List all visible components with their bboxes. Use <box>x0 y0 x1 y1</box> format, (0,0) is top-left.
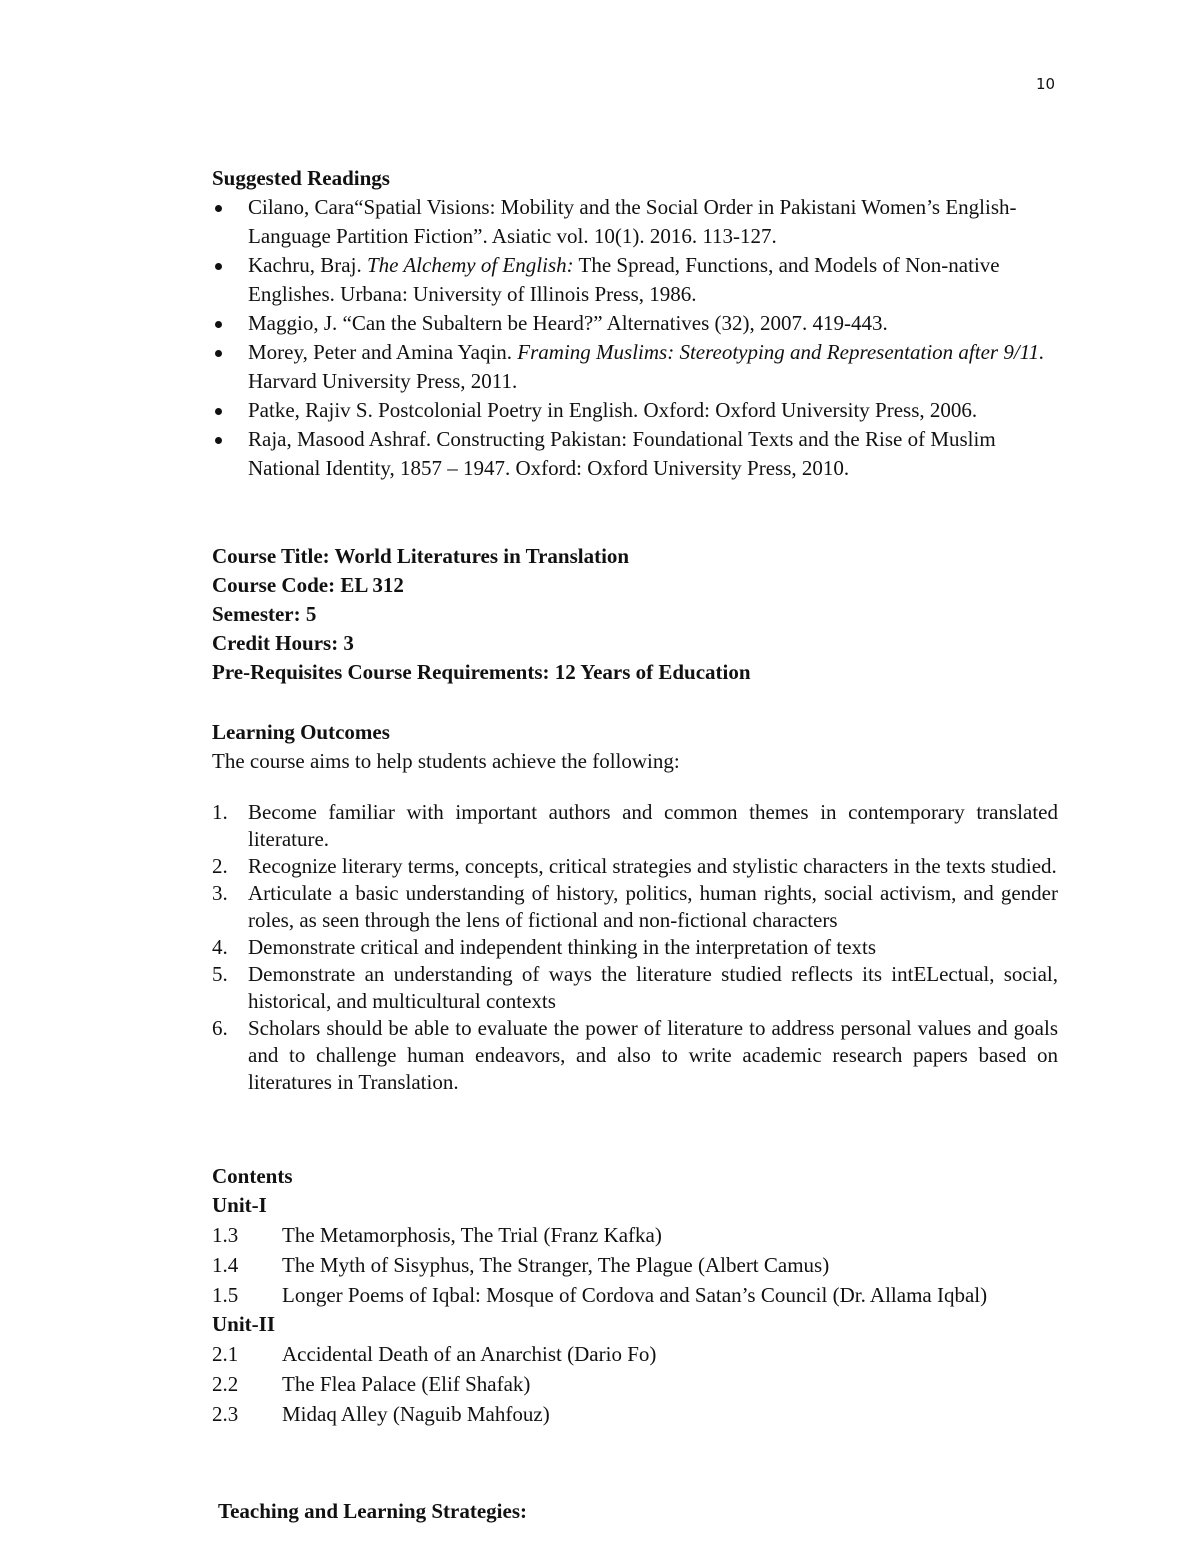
teaching-strategies-heading: Teaching and Learning Strategies: <box>218 1499 527 1523</box>
bullet-icon <box>215 408 222 415</box>
learning-outcomes-intro: The course aims to help students achieve the following: <box>212 749 680 773</box>
item-number: 2.1 <box>212 1342 239 1366</box>
list-item: Raja, Masood Ashraf. Constructing Pakistan: Foundational Texts and the Rise of Muslim National Identity, 1857 – 1947. Oxford: Oxford University Press, 2010. <box>212 425 1058 483</box>
unit-1-list <box>212 1220 1058 1310</box>
list-item: Cilano, Cara“Spatial Visions: Mobility and the Social Order in Pakistani Women’s English-Language Partition Fiction”. Asiatic vol. 10(1). 2016. 113-127. <box>212 193 1058 251</box>
item-number: 2.2 <box>212 1372 239 1396</box>
list-item: 2.1 Accidental Death of an Anarchist (Dario Fo) <box>212 1339 1072 1369</box>
item-number: 1.5 <box>212 1283 239 1307</box>
list-number: 6. <box>212 1016 228 1040</box>
bullet-icon <box>215 205 222 212</box>
list-item: Maggio, J. “Can the Subaltern be Heard?” Alternatives (32), 2007. 419-443. <box>212 309 1058 338</box>
course-code: Course Code: EL 312 <box>212 573 404 597</box>
list-number: 4. <box>212 935 228 959</box>
suggested-readings-section <box>212 164 1058 483</box>
list-item: 1.3 The Metamorphosis, The Trial (Franz Kafka) <box>212 1220 1072 1250</box>
bullet-icon <box>215 263 222 270</box>
list-item: Morey, Peter and Amina Yaqin. Framing Muslims: Stereotyping and Representation after 9/11. Harvard University Press, 2011. <box>212 338 1058 396</box>
list-item: 1. Become familiar with important authors and common themes in contemporary translated literature. <box>212 800 1058 851</box>
list-item: 5. Demonstrate an understanding of ways the literature studied reflects its intELectual, social, historical, and multicultural contexts <box>212 962 1058 1013</box>
item-number: 1.4 <box>212 1253 239 1277</box>
list-number: 5. <box>212 962 228 986</box>
course-credit-hours: Credit Hours: 3 <box>212 631 354 655</box>
list-number: 3. <box>212 881 228 905</box>
list-item: Patke, Rajiv S. Postcolonial Poetry in English. Oxford: Oxford University Press, 2006. <box>212 396 1058 425</box>
unit-title: Unit-I <box>212 1193 267 1217</box>
list-number: 1. <box>212 800 228 824</box>
item-number: 2.3 <box>212 1402 239 1426</box>
list-item: 4. Demonstrate critical and independent thinking in the interpretation of texts <box>212 935 877 959</box>
list-item: 2. Recognize literary terms, concepts, critical strategies and stylistic characters in the texts studied. <box>212 854 1057 878</box>
course-prerequisites: Pre-Requisites Course Requirements: 12 Years of Education <box>212 660 751 684</box>
outcomes-list <box>212 799 1058 1096</box>
course-info-section <box>212 542 1058 687</box>
readings-list <box>212 193 1058 483</box>
list-number: 2. <box>212 854 228 878</box>
bullet-icon <box>215 350 222 357</box>
learning-outcomes-heading: Learning Outcomes <box>212 720 390 744</box>
list-item: 3. Articulate a basic understanding of history, politics, human rights, social activism, and gender roles, as seen through the lens of fictional and non-fictional characters <box>212 881 1058 932</box>
learning-outcomes-section <box>212 718 1058 776</box>
list-item: 2.2 The Flea Palace (Elif Shafak) <box>212 1369 1072 1399</box>
list-item: 2.3 Midaq Alley (Naguib Mahfouz) <box>212 1399 1072 1429</box>
page-number: 10 <box>1036 75 1056 93</box>
list-item: 1.4 The Myth of Sisyphus, The Stranger, The Plague (Albert Camus) <box>212 1250 1072 1280</box>
course-title: Course Title: World Literatures in Translation <box>212 544 630 568</box>
bullet-icon <box>215 321 222 328</box>
suggested-readings-heading: Suggested Readings <box>212 166 390 190</box>
list-item: Kachru, Braj. The Alchemy of English: The Spread, Functions, and Models of Non-native Englishes. Urbana: University of Illinois Press, 1986. <box>212 251 1058 309</box>
list-item: 1.5 Longer Poems of Iqbal: Mosque of Cordova and Satan’s Council (Dr. Allama Iqbal) <box>212 1280 1072 1310</box>
item-number: 1.3 <box>212 1223 239 1247</box>
unit-title: Unit-II <box>212 1312 276 1336</box>
contents-heading: Contents <box>212 1164 293 1188</box>
unit-2-list <box>212 1339 1058 1429</box>
bullet-icon <box>215 437 222 444</box>
contents-section <box>212 1162 1058 1429</box>
list-item: 6. Scholars should be able to evaluate the power of literature to address personal values and goals and to challenge human endeavors, and also to write academic research papers based on literatures in Translation. <box>212 1016 1058 1094</box>
course-semester: Semester: 5 <box>212 602 317 626</box>
